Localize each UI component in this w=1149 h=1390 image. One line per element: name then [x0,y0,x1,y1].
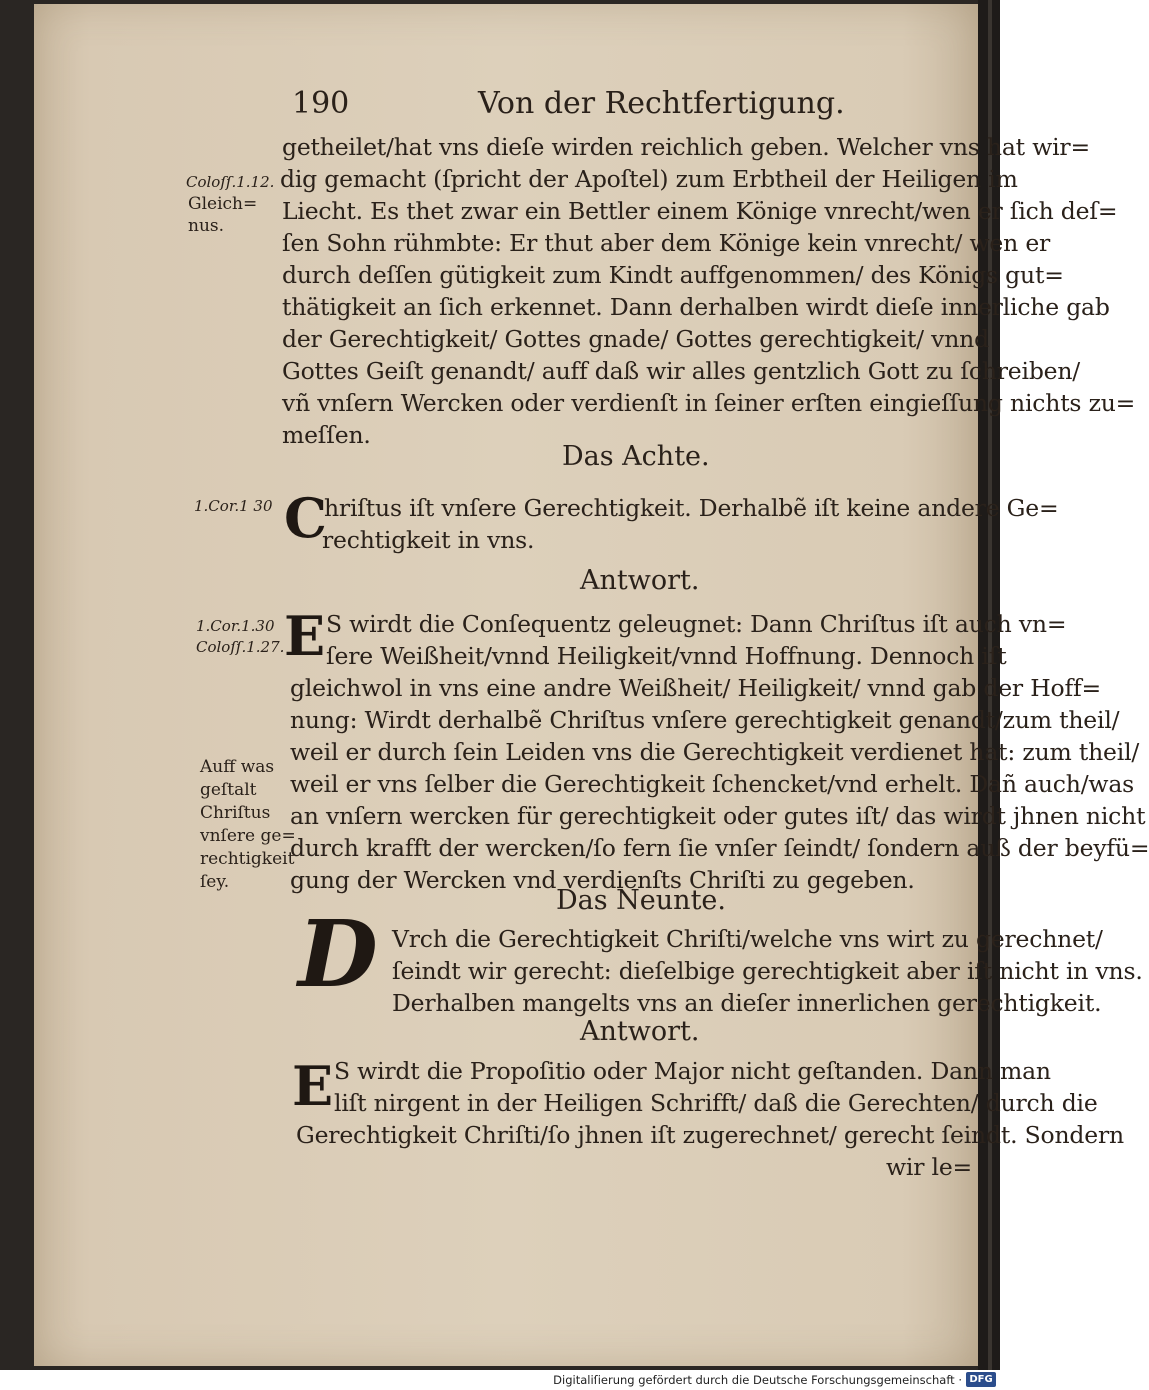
text-line: gung der Wercken vnd verdienſts Chriſti zu gegeben. [290,866,915,894]
margin-note-gleich-cont: nus. [188,216,225,236]
margin-note-auff: vnſere ge= [200,826,296,846]
text-line: thätigkeit an ſich erkennet. Dann derhalben wirdt dieſe innerliche gab [282,293,1110,321]
text-line: hriſtus iſt vnſere Gerechtigkeit. Derhalbẽ iſt keine andere Ge= [324,494,1059,522]
text-line: Gottes Geiſt genandt/ auff daß wir alles gentzlich Gott zu ſchreiben/ [282,357,1081,385]
text-line: vñ vnſern Wercken oder verdienſt in ſeiner erſten eingieſſung nichts zu= [282,389,1136,417]
text-line: Gerechtigkeit Chriſti/ſo jhnen iſt zugerechnet/ gerecht ſeindt. Sondern [296,1121,1124,1149]
text-line: weil er vns ſelber die Gerechtigkeit ſchencket/vnd erhelt. Dañ auch/was [290,770,1134,798]
text-line: der Gerechtigkeit/ Gottes gnade/ Gottes gerechtigkeit/ vnnd [282,325,989,353]
initial-letter: E [292,1054,334,1118]
text-line: ſeindt wir gerecht: dieſelbige gerechtigkeit aber iſt nicht in vns. [392,957,1143,985]
margin-note-auff: Auff was [200,757,275,777]
text-line: S wirdt die Propoſitio oder Major nicht geſtanden. Dann man [334,1057,1051,1085]
text-line: weil er durch ſein Leiden vns die Gerechtigkeit verdienet hat: zum theil/ [290,738,1140,766]
dfg-logo: DFG [966,1372,996,1387]
section-heading: Das Achte. [562,441,710,472]
margin-note-coloss: Coloſſ.1.12. [186,173,275,191]
margin-note-coloss-2: Coloſſ.1.27. [196,638,285,656]
initial-letter: D [298,900,378,1008]
text-line: meſſen. [282,421,371,449]
margin-note-cor-2: 1.Cor.1.30 [196,617,275,635]
text-line: Derhalben mangelts vns an dieſer innerlichen gerechtigkeit. [392,989,1102,1017]
footer-bar [0,1370,1000,1390]
catchword: wir le= [886,1153,973,1181]
running-title: Von der Rechtfertigung. [478,86,845,121]
text-line: an vnſern wercken für gerechtigkeit oder gutes iſt/ das wirdt jhnen nicht [290,802,1146,830]
text-line: gleichwol in vns eine andre Weißheit/ Heiligkeit/ vnnd gab der Hoff= [290,674,1101,702]
margin-note-cor-1: 1.Cor.1 30 [194,497,273,515]
text-line: durch krafft der wercken/ſo fern ſie vnſer ſeindt/ ſondern auß der beyfü= [290,834,1149,862]
text-line: getheilet/hat vns dieſe wirden reichlich geben. Welcher vns hat wir= [282,133,1090,161]
text-line: Liecht. Es thet zwar ein Bettler einem Könige vnrecht/wen er ſich deſ= [282,197,1118,225]
text-line: S wirdt die Conſequentz geleugnet: Dann Chriſtus iſt auch vn= [326,610,1067,638]
text-line: dig gemacht (ſpricht der Apoſtel) zum Erbtheil der Heiligen im [280,165,1018,193]
section-heading: Antwort. [580,565,700,596]
initial-letter: C [284,486,327,550]
text-line: Vrch die Gerechtigkeit Chriſti/welche vns wirt zu gerechnet/ [392,925,1103,953]
margin-note-gleich: Gleich= [188,194,258,214]
text-line: ſere Weißheit/vnnd Heiligkeit/vnnd Hoffnung. Dennoch iſt [326,642,1007,670]
text-line: ſen Sohn rühmbte: Er thut aber dem Könige kein vnrecht/ wen er [282,229,1051,257]
text-line: durch deſſen gütigkeit zum Kindt auffgenommen/ des Königs gut= [282,261,1064,289]
text-line: rechtigkeit in vns. [322,526,535,554]
section-heading: Antwort. [580,1016,700,1047]
margin-note-auff: ſey. [200,872,230,892]
margin-note-auff: rechtigkeit [200,849,295,869]
funding-credit: Digitaliſierung gefördert durch die Deutsche Forschungsgemeinschaft · [553,1373,962,1387]
margin-note-auff: Chriſtus [200,803,271,823]
text-line: liſt nirgent in der Heiligen Schrifft/ daß die Gerechten/ durch die [334,1089,1098,1117]
section-heading: Das Neunte. [556,885,726,916]
margin-note-auff: geſtalt [200,780,257,800]
text-line: nung: Wirdt derhalbẽ Chriſtus vnſere gerechtigkeit genandt/zum theil/ [290,706,1120,734]
page-number: 190 [292,86,350,121]
initial-letter: E [284,604,326,668]
